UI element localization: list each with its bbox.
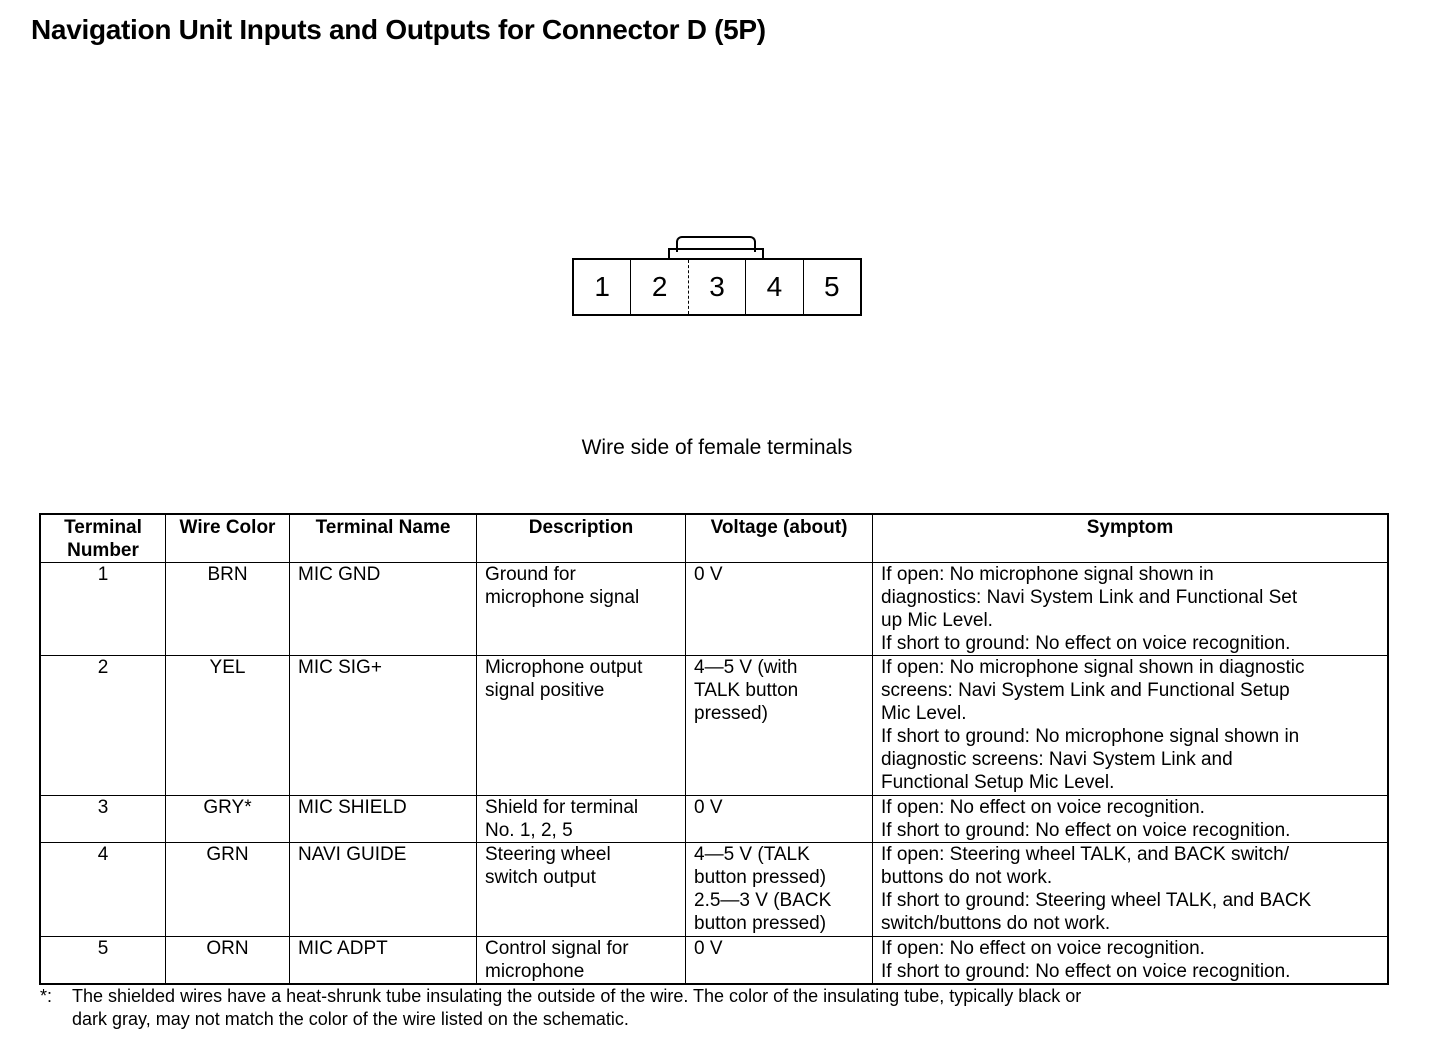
- cell-voltage: [686, 656, 873, 796]
- cell-voltage-line: button pressed): [694, 867, 827, 888]
- cell-symptom: [873, 656, 1389, 796]
- cell-voltage-line: 0 V: [694, 564, 723, 585]
- cell-terminal-name: MIC ADPT: [290, 937, 477, 985]
- cell-terminal-name: NAVI GUIDE: [290, 843, 477, 937]
- cell-description: [477, 796, 686, 843]
- cell-voltage-line: TALK button: [694, 680, 799, 701]
- cell-voltage-line: 0 V: [694, 797, 723, 818]
- cell-symptom-line: If open: No microphone signal shown in: [881, 564, 1214, 585]
- cell-symptom-line: If open: Steering wheel TALK, and BACK switch/: [881, 844, 1290, 865]
- table-row: [40, 843, 1388, 937]
- header-terminal-number-line1: Terminal: [64, 517, 142, 538]
- cell-symptom-line: up Mic Level.: [881, 610, 993, 631]
- cell-symptom-line: If short to ground: No microphone signal shown in: [881, 726, 1300, 747]
- cell-voltage-line: 4—5 V (TALK: [694, 844, 810, 865]
- footnote-line-1: The shielded wires have a heat-shrunk tube insulating the outside of the wire. The color of the insulating tube, typically black or: [72, 986, 1082, 1006]
- connector-pin-3: 3: [689, 260, 746, 314]
- cell-symptom: [873, 796, 1389, 843]
- cell-description: [477, 656, 686, 796]
- cell-symptom-line: If open: No microphone signal shown in diagnostic: [881, 657, 1305, 678]
- cell-terminal-number: 5: [40, 937, 166, 985]
- table-header-row: [40, 514, 1388, 563]
- cell-symptom: [873, 843, 1389, 937]
- cell-symptom-line: diagnostic screens: Navi System Link and: [881, 749, 1233, 770]
- cell-symptom-line: switch/buttons do not work.: [881, 913, 1111, 934]
- cell-symptom-line: screens: Navi System Link and Functional Setup: [881, 680, 1290, 701]
- cell-terminal-number: 3: [40, 796, 166, 843]
- cell-terminal-number: 4: [40, 843, 166, 937]
- cell-description-line: Control signal for: [485, 938, 629, 959]
- cell-voltage-line: 0 V: [694, 938, 723, 959]
- connector-pin-5: 5: [824, 271, 840, 302]
- page-title: Navigation Unit Inputs and Outputs for Connector D (5P): [31, 14, 766, 45]
- connector-diagram: [572, 258, 862, 316]
- diagram-caption: Wire side of female terminals: [581, 436, 853, 459]
- cell-symptom-line: If short to ground: No effect on voice recognition.: [881, 633, 1291, 654]
- header-wire-color: Wire Color: [166, 514, 290, 563]
- header-symptom: Symptom: [873, 514, 1389, 563]
- cell-symptom-line: If open: No effect on voice recognition.: [881, 797, 1205, 818]
- table-row: [40, 937, 1388, 985]
- cell-symptom-line: diagnostics: Navi System Link and Functional Set: [881, 587, 1298, 608]
- cell-description: [477, 563, 686, 656]
- cell-description: [477, 937, 686, 985]
- connector-pin-1: 1: [574, 260, 631, 314]
- cell-voltage-line: 4—5 V (with: [694, 657, 798, 678]
- cell-description-line: Shield for terminal: [485, 797, 639, 818]
- cell-terminal-name: MIC SIG+: [290, 656, 477, 796]
- cell-voltage: [686, 937, 873, 985]
- header-terminal-number-line2: Number: [67, 540, 139, 561]
- cell-symptom-line: buttons do not work.: [881, 867, 1053, 888]
- cell-symptom-line: If short to ground: Steering wheel TALK, and BACK: [881, 890, 1312, 911]
- header-terminal-name: Terminal Name: [290, 514, 477, 563]
- cell-description-line: Ground for: [485, 564, 576, 585]
- io-table: [39, 513, 1389, 985]
- header-voltage: Voltage (about): [686, 514, 873, 563]
- cell-wire-color: ORN: [166, 937, 290, 985]
- table-row: [40, 796, 1388, 843]
- cell-terminal-name: MIC SHIELD: [290, 796, 477, 843]
- cell-description-line: Microphone output: [485, 657, 643, 678]
- cell-symptom: [873, 937, 1389, 985]
- table-row: [40, 656, 1388, 796]
- cell-terminal-name: MIC GND: [290, 563, 477, 656]
- cell-symptom-line: If open: No effect on voice recognition.: [881, 938, 1205, 959]
- connector-pin-2: 2: [631, 260, 688, 314]
- cell-symptom-line: If short to ground: No effect on voice recognition.: [881, 961, 1291, 982]
- cell-wire-color: GRN: [166, 843, 290, 937]
- cell-description-line: Steering wheel: [485, 844, 611, 865]
- cell-description-line: No. 1, 2, 5: [485, 820, 573, 841]
- cell-wire-color: GRY*: [166, 796, 290, 843]
- cell-terminal-number: 1: [40, 563, 166, 656]
- cell-voltage: [686, 796, 873, 843]
- cell-symptom-line: If short to ground: No effect on voice recognition.: [881, 820, 1291, 841]
- cell-voltage: [686, 563, 873, 656]
- header-terminal-number: [40, 514, 166, 563]
- footnote-mark: *:: [40, 986, 53, 1006]
- connector-latch-base: [668, 248, 764, 258]
- table-body: [40, 563, 1388, 985]
- cell-description-line: switch output: [485, 867, 596, 888]
- cell-wire-color: YEL: [166, 656, 290, 796]
- cell-voltage: [686, 843, 873, 937]
- cell-description-line: signal positive: [485, 680, 605, 701]
- cell-symptom-line: Mic Level.: [881, 703, 967, 724]
- cell-terminal-number: 2: [40, 656, 166, 796]
- cell-voltage-line: pressed): [694, 703, 768, 724]
- table-row: [40, 563, 1388, 656]
- cell-symptom: [873, 563, 1389, 656]
- cell-description: [477, 843, 686, 937]
- cell-description-line: microphone signal: [485, 587, 640, 608]
- cell-symptom-line: Functional Setup Mic Level.: [881, 772, 1115, 793]
- cell-voltage-line: button pressed): [694, 913, 827, 934]
- footnote: [40, 985, 1420, 1031]
- header-description: Description: [477, 514, 686, 563]
- footnote-line-2: dark gray, may not match the color of the wire listed on the schematic.: [72, 1009, 629, 1029]
- cell-description-line: microphone: [485, 961, 585, 982]
- cell-wire-color: BRN: [166, 563, 290, 656]
- connector-pin-4: 4: [746, 260, 803, 314]
- cell-voltage-line: 2.5—3 V (BACK: [694, 890, 832, 911]
